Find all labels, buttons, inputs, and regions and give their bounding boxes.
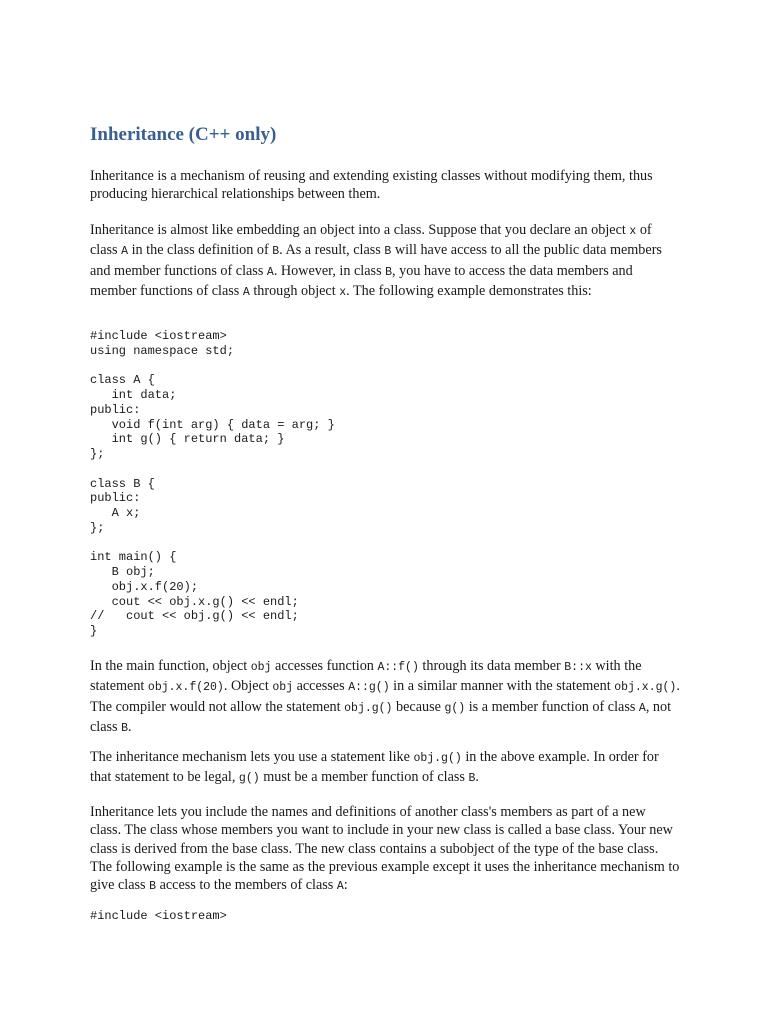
inline-code: g() <box>238 772 260 786</box>
code-line <box>90 536 335 551</box>
inline-code: obj <box>272 681 294 695</box>
paragraph-text: with the statement <box>90 658 642 695</box>
inline-code: x <box>629 225 637 238</box>
paragraph-text: : <box>343 877 348 894</box>
page-title: Inheritance (C++ only) <box>90 124 277 145</box>
paragraph-text: will have access to all the public data members and member functions of class <box>90 242 662 279</box>
inline-code: B <box>385 265 393 279</box>
code-line: B obj; <box>90 565 155 579</box>
inline-code: B <box>384 245 392 259</box>
inline-code: A <box>242 285 250 299</box>
code-line: // cout << obj.g() << endl; <box>90 609 299 624</box>
embedding-paragraph <box>90 221 680 302</box>
inline-code: A::g() <box>348 681 390 695</box>
code-line: #include <iostream> <box>90 909 227 923</box>
inline-code: B <box>149 880 157 894</box>
inline-code: obj.x.f(20) <box>147 681 224 695</box>
code-line: using namespace std; <box>90 343 235 358</box>
paragraph-text: accesses <box>293 678 349 695</box>
inline-code: B <box>468 772 476 786</box>
code-line: A x; <box>90 506 141 520</box>
paragraph-text: through its data member <box>418 658 565 674</box>
code-line: } <box>90 624 98 638</box>
paragraph-text: access to the members of class <box>156 877 337 894</box>
code-line: }; <box>90 520 105 535</box>
inline-code: A <box>121 245 129 259</box>
code-line: void f(int arg) { data = arg; } <box>90 417 335 432</box>
inline-code: obj.x.g() <box>614 681 677 695</box>
code-example-composition <box>90 329 335 639</box>
inline-code: B <box>121 721 129 735</box>
inline-code: obj <box>250 661 272 674</box>
code-line: class B { <box>90 476 155 491</box>
paragraph-text: . However, in class <box>273 262 386 279</box>
code-line <box>90 359 335 374</box>
code-line: cout << obj.x.g() << endl; <box>90 594 299 609</box>
paragraph-text: accesses function <box>271 658 378 674</box>
code-line <box>90 462 335 477</box>
paragraph-text: , not class <box>90 698 672 735</box>
inline-code: g() <box>444 701 466 715</box>
main-function-paragraph <box>90 657 680 738</box>
inline-code: A <box>336 880 344 894</box>
paragraph-text: because <box>392 698 445 715</box>
inline-code: obj.g() <box>413 752 462 765</box>
paragraph-text: , you have to access the data members and member functions of class <box>90 262 633 299</box>
inline-code: B <box>272 245 280 259</box>
intro-paragraph: Inheritance is a mechanism of reusing and extending existing classes without modifying them, thus producing hierarchical relationships between them. <box>90 168 653 203</box>
code-line: int g() { return data; } <box>90 432 285 447</box>
paragraph-text: Inheritance lets you include the names and definitions of another class's members as part of a new class. The class whose members you want to include in your new class is called a base class. Your new class is derived from the base class. The new class contains a subobject of the type of the base class. The following example is the same as the previous example except it uses the inheritance mechanism to give class <box>90 804 680 894</box>
inline-code: A <box>266 265 274 279</box>
paragraph-text: in the class definition of <box>128 242 273 259</box>
inline-code: B::x <box>564 661 592 674</box>
paragraph-text: In the main function, object <box>90 658 251 674</box>
paragraph-text: in the above example. In order for that statement to be legal, <box>90 749 659 786</box>
paragraph-text: must be a member function of class <box>259 769 469 786</box>
paragraph-text: The inheritance mechanism lets you use a statement like <box>90 749 414 765</box>
paragraph-text: . The following example demonstrates this: <box>346 282 592 299</box>
paragraph-text: Inheritance is almost like embedding an object into a class. Suppose that you declare an object <box>90 222 630 238</box>
paragraph-text: . The compiler would not allow the statement <box>90 678 680 715</box>
code-line: int data; <box>90 388 177 402</box>
inline-code: obj.g() <box>344 701 393 715</box>
code-line: #include <iostream> <box>90 329 227 343</box>
code-line: public: <box>90 491 141 506</box>
code-line: }; <box>90 447 105 461</box>
inline-code: A::f() <box>377 661 419 674</box>
paragraph-text: . Object <box>223 678 273 695</box>
paragraph-text: in a similar manner with the statement <box>389 678 615 695</box>
code-line: obj.x.f(20); <box>90 579 199 594</box>
inheritance-mechanism-paragraph <box>90 748 680 789</box>
paragraph-text: through object <box>249 282 340 299</box>
code-line: int main() { <box>90 550 177 565</box>
inline-code: A <box>638 701 646 715</box>
inline-code: x <box>339 285 347 299</box>
paragraph-text: . As a result, class <box>279 242 385 259</box>
code-example-inheritance <box>90 909 227 924</box>
paragraph-text: of class <box>90 222 652 259</box>
code-line: class A { <box>90 373 155 388</box>
paragraph-text: . <box>128 718 132 735</box>
paragraph-text: is a member function of class <box>465 698 639 715</box>
paragraph-text: . <box>475 769 479 786</box>
code-line: public: <box>90 402 141 417</box>
base-class-paragraph <box>90 803 680 896</box>
